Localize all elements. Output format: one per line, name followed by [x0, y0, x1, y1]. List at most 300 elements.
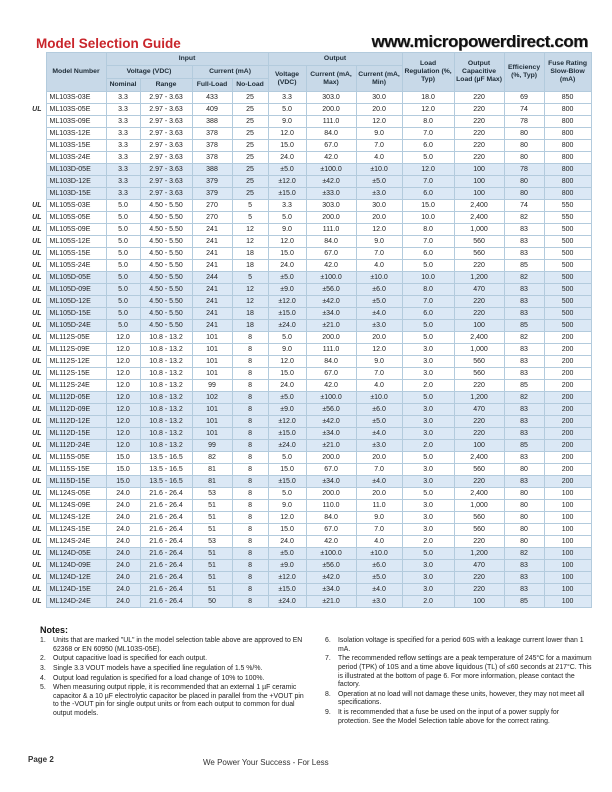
- cell-no_load: 8: [232, 380, 268, 392]
- cell-iout_max: 200.0: [306, 488, 356, 500]
- cell-range: 13.5 - 16.5: [140, 476, 192, 488]
- cell-model-number: ML124D-15E: [46, 584, 106, 596]
- cell-fuse: 100: [544, 548, 591, 560]
- cell-cap_load: 1,000: [454, 344, 504, 356]
- table-row: [26, 488, 591, 500]
- cell-fuse: 500: [544, 224, 591, 236]
- cell-iout_max: 111.0: [306, 224, 356, 236]
- ul-mark: UL: [26, 296, 46, 308]
- cell-full_load: 379: [192, 188, 232, 200]
- cell-iout_min: ±5.0: [356, 572, 402, 584]
- table-row: [26, 416, 591, 428]
- cell-full_load: 241: [192, 296, 232, 308]
- cell-range: 4.50 - 5.50: [140, 212, 192, 224]
- cell-cap_load: 2,400: [454, 488, 504, 500]
- note-item: [325, 691, 592, 708]
- cell-cap_load: 2,400: [454, 452, 504, 464]
- cell-full_load: 433: [192, 92, 232, 104]
- cell-nominal: 15.0: [106, 464, 140, 476]
- table-row: [26, 464, 591, 476]
- cell-fuse: 100: [544, 584, 591, 596]
- cell-no_load: 25: [232, 92, 268, 104]
- cell-range: 10.8 - 13.2: [140, 332, 192, 344]
- cell-nominal: 3.3: [106, 92, 140, 104]
- ul-mark: [26, 188, 46, 200]
- cell-iout_max: ±42.0: [306, 416, 356, 428]
- cell-fuse: 100: [544, 560, 591, 572]
- cell-full_load: 53: [192, 488, 232, 500]
- cell-cap_load: 220: [454, 116, 504, 128]
- cell-iout_min: ±3.0: [356, 596, 402, 608]
- header-efficiency: Efficiency (%, Typ): [504, 53, 544, 92]
- ul-mark: UL: [26, 368, 46, 380]
- cell-no_load: 8: [232, 368, 268, 380]
- cell-iout_max: 67.0: [306, 524, 356, 536]
- cell-nominal: 24.0: [106, 548, 140, 560]
- ul-mark: UL: [26, 260, 46, 272]
- cell-load_reg: 2.0: [402, 596, 454, 608]
- page-number: Page 2: [28, 755, 54, 764]
- cell-no_load: 8: [232, 596, 268, 608]
- cell-model-number: ML112S-24E: [46, 380, 106, 392]
- table-row: [26, 560, 591, 572]
- ul-mark: [26, 176, 46, 188]
- cell-iout_min: 7.0: [356, 464, 402, 476]
- cell-iout_max: ±42.0: [306, 176, 356, 188]
- cell-vout: ±15.0: [268, 308, 306, 320]
- ul-mark: UL: [26, 380, 46, 392]
- cell-iout_min: 12.0: [356, 344, 402, 356]
- cell-vout: 5.0: [268, 332, 306, 344]
- cell-fuse: 100: [544, 572, 591, 584]
- cell-model-number: ML103S-03E: [46, 92, 106, 104]
- cell-no_load: 5: [232, 272, 268, 284]
- cell-fuse: 500: [544, 248, 591, 260]
- cell-iout_max: 200.0: [306, 212, 356, 224]
- cell-nominal: 15.0: [106, 476, 140, 488]
- cell-iout_max: 111.0: [306, 344, 356, 356]
- cell-model-number: ML124S-15E: [46, 524, 106, 536]
- cell-full_load: 101: [192, 368, 232, 380]
- cell-range: 4.50 - 5.50: [140, 236, 192, 248]
- cell-nominal: 24.0: [106, 560, 140, 572]
- header-no-load: No-Load: [232, 79, 268, 92]
- note-number: 4.: [40, 674, 46, 682]
- cell-iout_max: ±100.0: [306, 164, 356, 176]
- cell-no_load: 8: [232, 404, 268, 416]
- cell-range: 21.6 - 26.4: [140, 524, 192, 536]
- cell-vout: 24.0: [268, 380, 306, 392]
- cell-nominal: 5.0: [106, 212, 140, 224]
- cell-nominal: 3.3: [106, 128, 140, 140]
- cell-iout_max: 84.0: [306, 236, 356, 248]
- cell-nominal: 5.0: [106, 260, 140, 272]
- cell-nominal: 12.0: [106, 368, 140, 380]
- cell-cap_load: 470: [454, 284, 504, 296]
- cell-iout_min: ±4.0: [356, 476, 402, 488]
- cell-nominal: 5.0: [106, 320, 140, 332]
- ul-mark: UL: [26, 476, 46, 488]
- cell-eff: 83: [504, 560, 544, 572]
- cell-model-number: ML105S-05E: [46, 212, 106, 224]
- cell-iout_max: 111.0: [306, 116, 356, 128]
- cell-iout_max: ±21.0: [306, 320, 356, 332]
- note-item: [325, 655, 592, 690]
- cell-full_load: 99: [192, 440, 232, 452]
- cell-range: 4.50 - 5.50: [140, 200, 192, 212]
- cell-eff: 83: [504, 248, 544, 260]
- cell-range: 21.6 - 26.4: [140, 488, 192, 500]
- cell-vout: 5.0: [268, 104, 306, 116]
- table-row: [26, 320, 591, 332]
- cell-vout: 12.0: [268, 236, 306, 248]
- cell-eff: 83: [504, 344, 544, 356]
- cell-fuse: 200: [544, 440, 591, 452]
- cell-load_reg: 3.0: [402, 476, 454, 488]
- cell-load_reg: 3.0: [402, 560, 454, 572]
- cell-eff: 83: [504, 428, 544, 440]
- cell-model-number: ML105S-15E: [46, 248, 106, 260]
- cell-nominal: 12.0: [106, 428, 140, 440]
- page-title: Model Selection Guide: [36, 36, 181, 51]
- ul-mark: UL: [26, 344, 46, 356]
- cell-no_load: 25: [232, 140, 268, 152]
- cell-eff: 69: [504, 92, 544, 104]
- cell-no_load: 25: [232, 152, 268, 164]
- cell-no_load: 8: [232, 392, 268, 404]
- cell-nominal: 3.3: [106, 176, 140, 188]
- cell-range: 21.6 - 26.4: [140, 584, 192, 596]
- cell-full_load: 51: [192, 572, 232, 584]
- cell-full_load: 241: [192, 308, 232, 320]
- table-row: [26, 152, 591, 164]
- cell-fuse: 200: [544, 428, 591, 440]
- cell-range: 2.97 - 3.63: [140, 104, 192, 116]
- cell-iout_min: ±6.0: [356, 560, 402, 572]
- cell-load_reg: 3.0: [402, 512, 454, 524]
- cell-fuse: 100: [544, 524, 591, 536]
- cell-iout_min: ±3.0: [356, 440, 402, 452]
- cell-iout_min: 12.0: [356, 224, 402, 236]
- cell-nominal: 5.0: [106, 296, 140, 308]
- cell-load_reg: 5.0: [402, 260, 454, 272]
- note-text: Units that are marked "UL" in the model selection table above are approved to EN 62368 or EN 60950 (ML103S-05E).: [53, 637, 303, 653]
- cell-full_load: 50: [192, 596, 232, 608]
- ul-mark: UL: [26, 332, 46, 344]
- cell-no_load: 8: [232, 452, 268, 464]
- table-row: [26, 260, 591, 272]
- cell-cap_load: 220: [454, 536, 504, 548]
- cell-vout: 15.0: [268, 524, 306, 536]
- cell-model-number: ML124S-12E: [46, 512, 106, 524]
- cell-model-number: ML103D-12E: [46, 176, 106, 188]
- cell-iout_min: 11.0: [356, 500, 402, 512]
- cell-range: 2.97 - 3.63: [140, 188, 192, 200]
- cell-cap_load: 470: [454, 404, 504, 416]
- cell-range: 4.50 - 5.50: [140, 308, 192, 320]
- cell-fuse: 100: [544, 488, 591, 500]
- cell-vout: 9.0: [268, 344, 306, 356]
- cell-full_load: 51: [192, 584, 232, 596]
- cell-iout_min: ±4.0: [356, 428, 402, 440]
- cell-iout_max: 84.0: [306, 512, 356, 524]
- cell-fuse: 550: [544, 212, 591, 224]
- header-output-group: Output: [268, 53, 402, 66]
- cell-iout_min: 30.0: [356, 200, 402, 212]
- cell-nominal: 24.0: [106, 572, 140, 584]
- cell-vout: ±24.0: [268, 440, 306, 452]
- cell-model-number: ML112D-12E: [46, 416, 106, 428]
- table-row: [26, 368, 591, 380]
- cell-nominal: 24.0: [106, 524, 140, 536]
- table-row: [26, 536, 591, 548]
- cell-cap_load: 220: [454, 584, 504, 596]
- cell-cap_load: 220: [454, 104, 504, 116]
- cell-vout: 12.0: [268, 128, 306, 140]
- table-header: [26, 53, 591, 92]
- cell-range: 21.6 - 26.4: [140, 512, 192, 524]
- cell-load_reg: 3.0: [402, 368, 454, 380]
- cell-vout: ±24.0: [268, 596, 306, 608]
- cell-range: 4.50 - 5.50: [140, 260, 192, 272]
- cell-range: 21.6 - 26.4: [140, 500, 192, 512]
- cell-range: 21.6 - 26.4: [140, 536, 192, 548]
- cell-eff: 80: [504, 188, 544, 200]
- cell-eff: 83: [504, 404, 544, 416]
- cell-model-number: ML115D-15E: [46, 476, 106, 488]
- cell-load_reg: 3.0: [402, 500, 454, 512]
- ul-mark: UL: [26, 236, 46, 248]
- cell-cap_load: 560: [454, 368, 504, 380]
- cell-model-number: ML112S-09E: [46, 344, 106, 356]
- cell-range: 2.97 - 3.63: [140, 116, 192, 128]
- cell-iout_min: ±10.0: [356, 164, 402, 176]
- cell-cap_load: 2,400: [454, 200, 504, 212]
- cell-nominal: 5.0: [106, 284, 140, 296]
- table-row: [26, 176, 591, 188]
- cell-range: 21.6 - 26.4: [140, 548, 192, 560]
- cell-eff: 83: [504, 236, 544, 248]
- cell-full_load: 241: [192, 284, 232, 296]
- ul-mark: UL: [26, 104, 46, 116]
- cell-full_load: 270: [192, 212, 232, 224]
- header-model-number: Model Number: [46, 53, 106, 92]
- table-row: [26, 224, 591, 236]
- table-row: [26, 248, 591, 260]
- cell-iout_max: 110.0: [306, 500, 356, 512]
- cell-full_load: 51: [192, 524, 232, 536]
- cell-vout: 9.0: [268, 224, 306, 236]
- cell-model-number: ML124S-24E: [46, 536, 106, 548]
- cell-vout: ±24.0: [268, 320, 306, 332]
- cell-full_load: 101: [192, 416, 232, 428]
- cell-iout_min: 4.0: [356, 380, 402, 392]
- cell-model-number: ML115S-15E: [46, 464, 106, 476]
- cell-range: 10.8 - 13.2: [140, 392, 192, 404]
- cell-iout_min: 7.0: [356, 368, 402, 380]
- cell-no_load: 8: [232, 560, 268, 572]
- cell-no_load: 12: [232, 224, 268, 236]
- cell-load_reg: 6.0: [402, 140, 454, 152]
- footer-tagline: We Power Your Success - For Less: [203, 758, 329, 767]
- cell-vout: 3.3: [268, 92, 306, 104]
- cell-range: 10.8 - 13.2: [140, 428, 192, 440]
- cell-eff: 83: [504, 476, 544, 488]
- cell-fuse: 200: [544, 392, 591, 404]
- cell-fuse: 500: [544, 260, 591, 272]
- cell-fuse: 500: [544, 284, 591, 296]
- table-row: [26, 128, 591, 140]
- note-text: Output capacitive load is specified for each output.: [53, 655, 207, 663]
- cell-fuse: 800: [544, 128, 591, 140]
- cell-eff: 83: [504, 416, 544, 428]
- ul-mark: UL: [26, 308, 46, 320]
- cell-no_load: 12: [232, 236, 268, 248]
- cell-full_load: 53: [192, 536, 232, 548]
- table-row: [26, 284, 591, 296]
- cell-vout: ±9.0: [268, 284, 306, 296]
- notes-section: [40, 625, 592, 727]
- cell-vout: 5.0: [268, 452, 306, 464]
- cell-no_load: 8: [232, 428, 268, 440]
- cell-load_reg: 18.0: [402, 92, 454, 104]
- cell-range: 2.97 - 3.63: [140, 164, 192, 176]
- cell-eff: 83: [504, 296, 544, 308]
- cell-vout: 15.0: [268, 248, 306, 260]
- cell-no_load: 8: [232, 344, 268, 356]
- header-input-voltage: Voltage (VDC): [106, 66, 192, 79]
- cell-vout: 12.0: [268, 512, 306, 524]
- cell-load_reg: 7.0: [402, 176, 454, 188]
- cell-full_load: 101: [192, 428, 232, 440]
- cell-nominal: 12.0: [106, 404, 140, 416]
- cell-range: 4.50 - 5.50: [140, 284, 192, 296]
- cell-load_reg: 5.0: [402, 152, 454, 164]
- cell-iout_max: ±21.0: [306, 440, 356, 452]
- cell-load_reg: 8.0: [402, 224, 454, 236]
- table-row: [26, 500, 591, 512]
- cell-iout_min: 7.0: [356, 248, 402, 260]
- note-number: 9.: [325, 709, 331, 716]
- cell-eff: 80: [504, 500, 544, 512]
- cell-nominal: 3.3: [106, 164, 140, 176]
- cell-vout: ±5.0: [268, 164, 306, 176]
- model-selection-table: [26, 52, 592, 608]
- cell-cap_load: 470: [454, 560, 504, 572]
- ul-mark: UL: [26, 416, 46, 428]
- cell-cap_load: 220: [454, 380, 504, 392]
- table-row: [26, 272, 591, 284]
- cell-full_load: 241: [192, 248, 232, 260]
- cell-range: 4.50 - 5.50: [140, 272, 192, 284]
- cell-load_reg: 2.0: [402, 536, 454, 548]
- note-item: [40, 655, 307, 664]
- cell-model-number: ML115S-05E: [46, 452, 106, 464]
- cell-iout_max: ±56.0: [306, 404, 356, 416]
- cell-iout_min: ±10.0: [356, 272, 402, 284]
- ul-mark: [26, 152, 46, 164]
- header-range: Range: [140, 79, 192, 92]
- cell-load_reg: 8.0: [402, 116, 454, 128]
- cell-iout_min: 20.0: [356, 488, 402, 500]
- cell-full_load: 101: [192, 344, 232, 356]
- ul-mark: [26, 128, 46, 140]
- cell-full_load: 51: [192, 560, 232, 572]
- cell-iout_min: 9.0: [356, 128, 402, 140]
- cell-nominal: 12.0: [106, 356, 140, 368]
- cell-iout_max: 42.0: [306, 380, 356, 392]
- cell-nominal: 5.0: [106, 308, 140, 320]
- table-row: [26, 104, 591, 116]
- cell-cap_load: 560: [454, 248, 504, 260]
- cell-model-number: ML112S-12E: [46, 356, 106, 368]
- ul-mark: UL: [26, 404, 46, 416]
- cell-iout_min: 4.0: [356, 152, 402, 164]
- cell-load_reg: 5.0: [402, 320, 454, 332]
- cell-iout_max: 200.0: [306, 452, 356, 464]
- cell-model-number: ML103S-24E: [46, 152, 106, 164]
- cell-nominal: 24.0: [106, 488, 140, 500]
- cell-iout_max: 67.0: [306, 248, 356, 260]
- cell-range: 21.6 - 26.4: [140, 596, 192, 608]
- cell-iout_max: ±42.0: [306, 572, 356, 584]
- cell-model-number: ML124D-09E: [46, 560, 106, 572]
- ul-mark: UL: [26, 392, 46, 404]
- cell-iout_max: ±21.0: [306, 596, 356, 608]
- cell-full_load: 81: [192, 464, 232, 476]
- cell-cap_load: 220: [454, 476, 504, 488]
- cell-full_load: 241: [192, 320, 232, 332]
- cell-range: 10.8 - 13.2: [140, 404, 192, 416]
- cell-load_reg: 5.0: [402, 488, 454, 500]
- cell-model-number: ML124S-05E: [46, 488, 106, 500]
- note-text: Single 3.3 VOUT models have a specified line regulation of 1.5 %/%.: [53, 664, 263, 672]
- cell-nominal: 24.0: [106, 536, 140, 548]
- cell-fuse: 500: [544, 320, 591, 332]
- cell-no_load: 8: [232, 584, 268, 596]
- table-body: [26, 92, 591, 608]
- cell-vout: ±12.0: [268, 296, 306, 308]
- cell-eff: 82: [504, 392, 544, 404]
- cell-range: 10.8 - 13.2: [140, 356, 192, 368]
- note-text: The recommended reflow settings are a peak temperature of 245°C for a maximum period (TPK) of 10S and a time above liquidous (TL) of ≤60 seconds at 217°C. This is illustrated at the bottom of page 6. For more information, please contact the factory.: [338, 655, 592, 689]
- cell-full_load: 270: [192, 200, 232, 212]
- cell-iout_min: ±10.0: [356, 392, 402, 404]
- cell-model-number: ML105S-12E: [46, 236, 106, 248]
- cell-fuse: 200: [544, 332, 591, 344]
- table-row: [26, 140, 591, 152]
- cell-no_load: 8: [232, 512, 268, 524]
- ul-mark: UL: [26, 488, 46, 500]
- cell-model-number: ML112D-05E: [46, 392, 106, 404]
- cell-load_reg: 3.0: [402, 344, 454, 356]
- cell-eff: 80: [504, 140, 544, 152]
- cell-cap_load: 100: [454, 164, 504, 176]
- cell-eff: 80: [504, 488, 544, 500]
- cell-vout: ±15.0: [268, 584, 306, 596]
- ul-mark: UL: [26, 440, 46, 452]
- cell-load_reg: 7.0: [402, 296, 454, 308]
- cell-nominal: 12.0: [106, 392, 140, 404]
- cell-nominal: 12.0: [106, 332, 140, 344]
- cell-no_load: 5: [232, 212, 268, 224]
- cell-nominal: 5.0: [106, 224, 140, 236]
- cell-fuse: 100: [544, 512, 591, 524]
- cell-load_reg: 15.0: [402, 200, 454, 212]
- cell-load_reg: 2.0: [402, 380, 454, 392]
- table-row: [26, 356, 591, 368]
- cell-iout_max: ±34.0: [306, 476, 356, 488]
